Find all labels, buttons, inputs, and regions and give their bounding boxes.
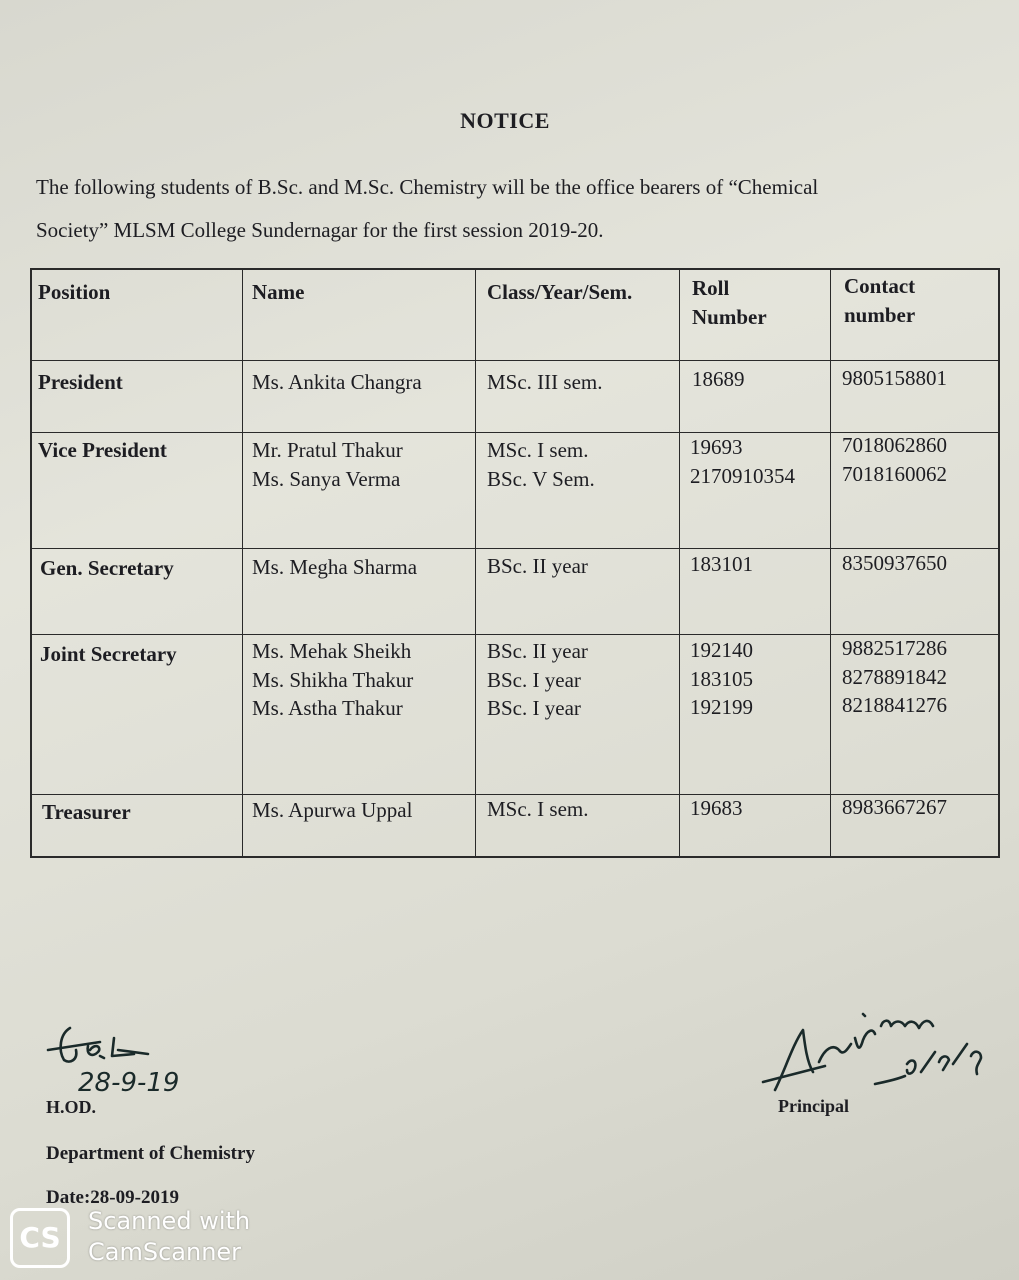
column-divider bbox=[242, 270, 243, 856]
row-gen-secretary-rolls: 183101 bbox=[690, 552, 753, 576]
row-joint-secretary-names: Ms. Mehak Sheikh Ms. Shikha Thakur Ms. Astha Thakur bbox=[252, 639, 414, 720]
notice-title: NOTICE bbox=[460, 108, 550, 133]
column-divider bbox=[679, 270, 680, 856]
row-gen-secretary-position: Gen. Secretary bbox=[40, 556, 174, 580]
row-treasurer-position: Treasurer bbox=[42, 800, 131, 824]
row-joint-secretary-classes: BSc. II year BSc. I year BSc. I year bbox=[487, 639, 588, 720]
row-vice-president-classes: MSc. I sem. BSc. V Sem. bbox=[487, 438, 595, 491]
camscanner-watermark bbox=[88, 1206, 250, 1268]
header-contact-number: Contact number bbox=[844, 274, 916, 327]
office-bearers-table bbox=[30, 268, 1000, 858]
row-joint-secretary-contacts: 9882517286 8278891842 8218841276 bbox=[842, 636, 947, 717]
header-class: Class/Year/Sem. bbox=[487, 280, 633, 304]
notice-date: Date:28-09-2019 bbox=[46, 1187, 179, 1208]
department-name: Department of Chemistry bbox=[46, 1143, 255, 1164]
row-joint-secretary-rolls: 192140 183105 192199 bbox=[690, 638, 753, 719]
row-president-position: President bbox=[38, 370, 123, 394]
hod-label: H.OD. bbox=[46, 1097, 97, 1117]
row-vice-president-names: Mr. Pratul Thakur Ms. Sanya Verma bbox=[252, 438, 403, 491]
principal-label: Principal bbox=[778, 1096, 849, 1116]
principal-signature bbox=[755, 1000, 1005, 1110]
intro-line-1: The following students of B.Sc. and M.Sc. Chemistry will be the office bearers of “Chemical bbox=[36, 175, 819, 199]
intro-line-2: Society” MLSM College Sundernagar for the first session 2019-20. bbox=[36, 218, 604, 242]
row-treasurer-names: Ms. Apurwa Uppal bbox=[252, 798, 413, 822]
row-treasurer-contacts: 8983667267 bbox=[842, 795, 947, 819]
row-divider bbox=[32, 360, 998, 361]
row-joint-secretary-position: Joint Secretary bbox=[40, 642, 177, 666]
hod-handwritten-date: 28-9-19 bbox=[78, 1068, 180, 1098]
watermark-line-1: Scanned with bbox=[88, 1207, 251, 1235]
row-treasurer-classes: MSc. I sem. bbox=[487, 797, 589, 821]
row-gen-secretary-names: Ms. Megha Sharma bbox=[252, 555, 418, 579]
header-position: Position bbox=[38, 280, 111, 304]
camscanner-logo-icon: CS bbox=[10, 1208, 70, 1268]
header-roll-number: Roll Number bbox=[692, 276, 767, 329]
row-vice-president-rolls: 19693 2170910354 bbox=[690, 435, 795, 488]
row-president-contacts: 9805158801 bbox=[842, 366, 947, 390]
row-vice-president-position: Vice President bbox=[38, 438, 167, 462]
notice-intro bbox=[36, 166, 936, 252]
column-divider bbox=[475, 270, 476, 856]
row-treasurer-rolls: 19683 bbox=[690, 796, 743, 820]
row-gen-secretary-contacts: 8350937650 bbox=[842, 551, 947, 575]
column-divider bbox=[830, 270, 831, 856]
row-president-classes: MSc. III sem. bbox=[487, 370, 603, 394]
row-gen-secretary-classes: BSc. II year bbox=[487, 554, 588, 578]
watermark-line-2: CamScanner bbox=[88, 1238, 242, 1266]
row-president-names: Ms. Ankita Changra bbox=[252, 370, 422, 394]
row-vice-president-contacts: 7018062860 7018160062 bbox=[842, 433, 947, 486]
row-president-rolls: 18689 bbox=[692, 367, 745, 391]
header-name: Name bbox=[252, 280, 305, 304]
